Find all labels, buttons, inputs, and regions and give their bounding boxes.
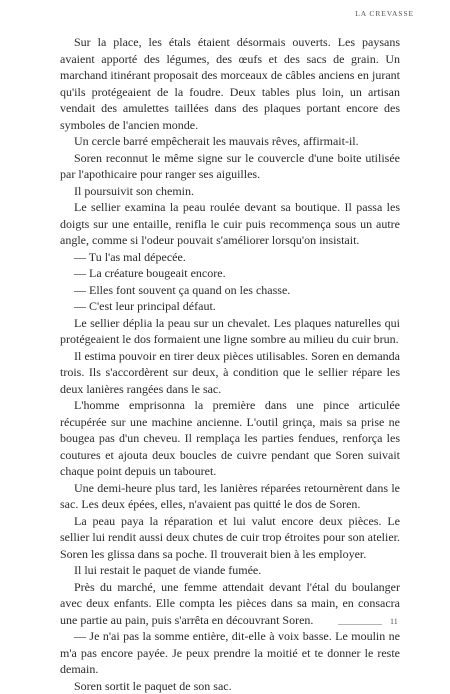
paragraph: Soren sortit le paquet de son sac.	[60, 678, 400, 694]
footer-rule	[338, 624, 382, 625]
paragraph: Près du marché, une femme attendait devant l'étal du boulanger avec deux enfants. Elle compta les pièces dans sa main, en consacra une partie au pain, puis s'arrêta en découvrant Soren.	[60, 579, 400, 629]
page-number: 11	[390, 617, 398, 626]
paragraph: Soren reconnut le même signe sur le couvercle d'une boite utilisée par l'apothicaire pour ranger ses aiguilles.	[60, 150, 400, 183]
paragraph: Sur la place, les étals étaient désormais ouverts. Les paysans avaient apporté des légumes, des œufs et des sacs de grain. Un marchand itinérant proposait des morceaux de câbles anciens en jurant qu'ils protégeaient de la foudre. Deux tables plus loin, un artisan vendait des amulettes taillées dans des plaques portant encore des symboles de l'ancien monde.	[60, 34, 400, 133]
dialogue-line: — Elles font souvent ça quand on les chasse.	[60, 282, 400, 299]
paragraph: Le sellier déplia la peau sur un chevalet. Les plaques naturelles qui protégeaient le dos formaient une ligne sombre au milieu du cuir brun.	[60, 315, 400, 348]
dialogue-line: — La créature bougeait encore.	[60, 265, 400, 282]
dialogue-line: — Je n'ai pas la somme entière, dit-elle à voix basse. Le moulin ne m'a pas encore payée. Je peux prendre la moitié et te donner le reste demain.	[60, 628, 400, 678]
paragraph: Il poursuivit son chemin.	[60, 183, 400, 200]
paragraph: Le sellier examina la peau roulée devant sa boutique. Il passa les doigts sur une entaille, renifla le cuir puis recommença sous un autre angle, comme si l'odeur pouvait s'améliorer lorsqu'on insistait.	[60, 199, 400, 249]
dialogue-line: — C'est leur principal défaut.	[60, 298, 400, 315]
dialogue-line: — Tu l'as mal dépecée.	[60, 249, 400, 266]
running-head: LA CREVASSE	[355, 9, 414, 18]
paragraph: Une demi-heure plus tard, les lanières réparées retournèrent dans le sac. Les deux épées, elles, n'avaient pas quitté le dos de Soren.	[60, 480, 400, 513]
paragraph: Il estima pouvoir en tirer deux pièces utilisables. Soren en demanda trois. Ils s'accordèrent sur deux, à condition que le sellier répare les deux lanières rangées dans le sac.	[60, 348, 400, 398]
paragraph: Un cercle barré empêcherait les mauvais rêves, affirmait-il.	[60, 133, 400, 150]
paragraph: L'homme emprisonna la première dans une pince articulée récupérée sur une machine ancienne. L'outil grinça, mais sa prise ne bougea pas d'un cheveu. Il remplaça les parties fendues, renforça les coutures et ajouta deux boucles de cuivre pendant que Soren suivait chaque point depuis un tabouret.	[60, 397, 400, 480]
paragraph: La peau paya la réparation et lui valut encore deux pièces. Le sellier lui rendit aussi deux chutes de cuir trop étroites pour son atelier. Soren les glissa dans sa poche. Il trouverait bien à les employer.	[60, 513, 400, 563]
paragraph: Il lui restait le paquet de viande fumée.	[60, 562, 400, 579]
body-text	[60, 34, 400, 694]
